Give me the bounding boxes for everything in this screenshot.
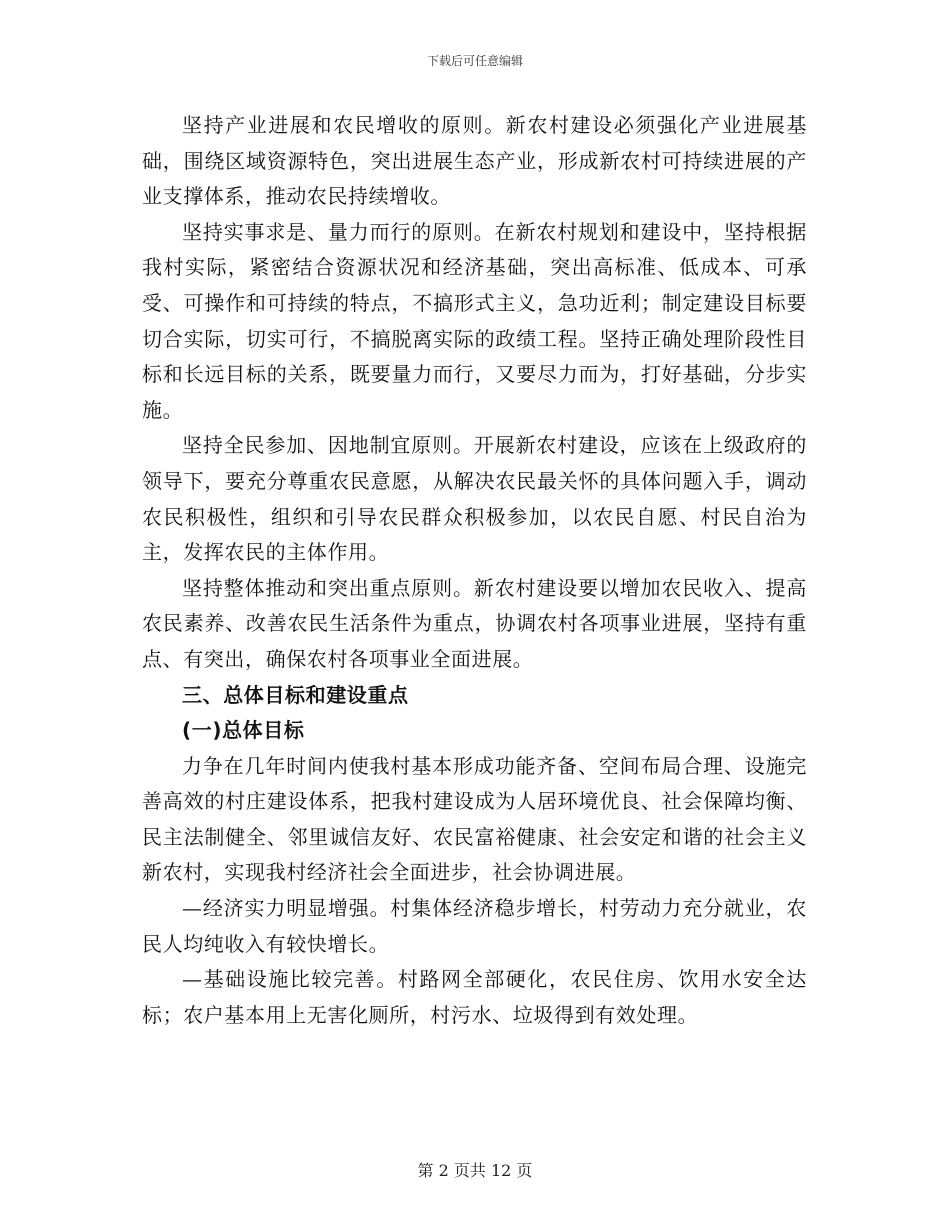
page-number: 第 2 页共 12 页 bbox=[417, 1161, 533, 1180]
paragraph-industry-principle: 坚持产业进展和农民增收的原则。新农村建设必须强化产业进展基础，围绕区域资源特色，突出进展生态产业，形成新农村可持续进展的产业支撑体系，推动农民持续增收。 bbox=[142, 113, 807, 209]
section-heading: 三、总体目标和建设重点 bbox=[182, 682, 409, 707]
document-body bbox=[142, 108, 807, 1033]
paragraph-pragmatic-principle: 坚持实事求是、量力而行的原则。在新农村规划和建设中，坚持根据我村实际，紧密结合资源状况和经济基础，突出高标准、低成本、可承受、可操作和可持续的特点，不搞形式主义，急功近利；制定建设目标要切合实际，切实可行，不搞脱离实际的政绩工程。坚持正确处理阶段性目标和长远目标的关系，既要量力而行，又要尽力而为，打好基础，分步实施。 bbox=[142, 219, 807, 422]
paragraph-overall-goal: 力争在几年时间内使我村基本形成功能齐备、空间布局合理、设施完善高效的村庄建设体系，把我村建设成为人居环境优良、社会保障均衡、民主法制健全、邻里诚信友好、农民富裕健康、社会安定和谐的社会主义新农村，实现我村经济社会全面进步，社会协调进展。 bbox=[142, 753, 807, 885]
page-header: 下载后可任意编辑 bbox=[426, 54, 523, 68]
subsection-heading: (一)总体目标 bbox=[182, 718, 305, 743]
paragraph-infrastructure-goal: —基础设施比较完善。村路网全部硬化，农民住房、饮用水安全达标；农户基本用上无害化厕所，村污水、垃圾得到有效处理。 bbox=[142, 967, 807, 1027]
paragraph-participation-principle: 坚持全民参加、因地制宜原则。开展新农村建设，应该在上级政府的领导下，要充分尊重农民意愿，从解决农民最关怀的具体问题入手，调动农民积极性，组织和引导农民群众积极参加，以农民自愿、村民自治为主，发挥农民的主体作用。 bbox=[142, 433, 807, 565]
paragraph-economy-goal: —经济实力明显增强。村集体经济稳步增长，村劳动力充分就业，农民人均纯收入有较快增长。 bbox=[142, 896, 807, 956]
paragraph-overall-principle: 坚持整体推动和突出重点原则。新农村建设要以增加农民收入、提高农民素养、改善农民生活条件为重点，协调农村各项事业进展，坚持有重点、有突出，确保农村各项事业全面进展。 bbox=[142, 575, 807, 671]
